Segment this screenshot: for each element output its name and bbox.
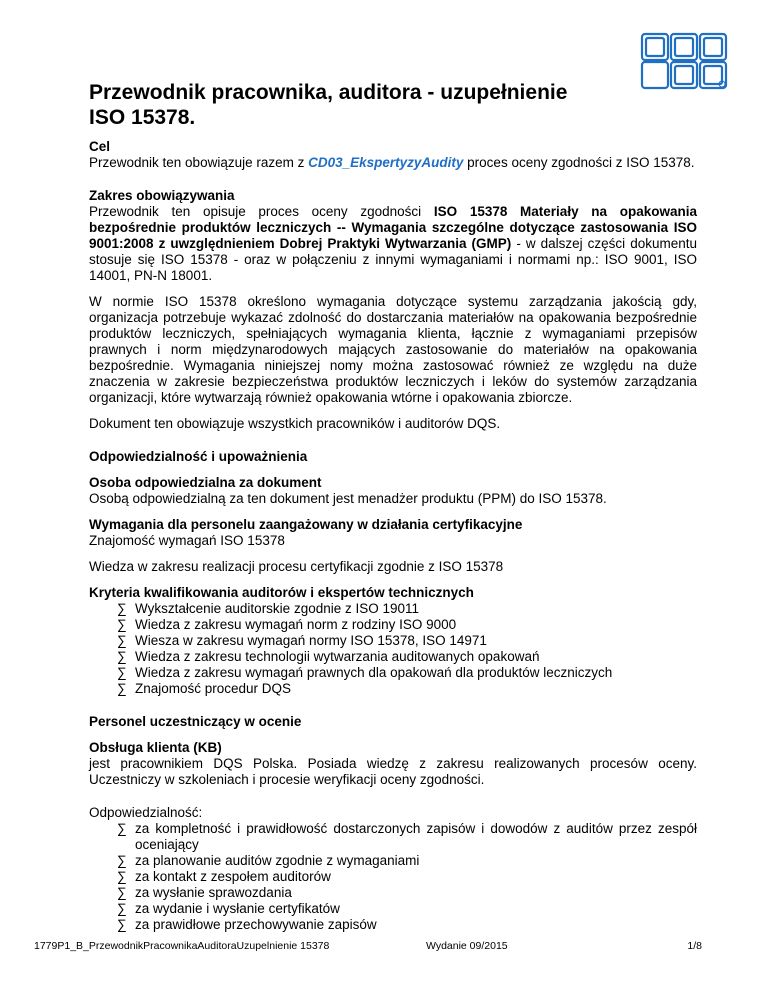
list-item: ∑ Wiedza z zakresu wymagań norm z rodziny ISO 9000 bbox=[135, 617, 697, 633]
wymagania-text-2: Wiedza w zakresu realizacji procesu certyfikacji zgodnie z ISO 15378 bbox=[89, 559, 504, 574]
kryteria-heading: Kryteria kwalifikowania auditorów i ekspertów technicznych bbox=[89, 585, 474, 600]
cel-text: Przewodnik ten obowiązuje razem z CD03_EkspertyzyAudity proces oceny zgodności z ISO 15378. bbox=[89, 155, 695, 170]
list-item: ∑ Wiedza z zakresu technologii wytwarzania auditowanych opakowań bbox=[135, 649, 697, 665]
list-item: ∑ Znajomość procedur DQS bbox=[135, 681, 697, 697]
dqs-logo bbox=[640, 32, 728, 90]
list-item: ∑ za prawidłowe przechowywanie zapisów bbox=[135, 917, 697, 933]
osoba-heading: Osoba odpowiedzialna za dokument bbox=[89, 475, 322, 490]
list-item: ∑ za wydanie i wysłanie certyfikatów bbox=[135, 901, 697, 917]
footer-page-number: 1/8 bbox=[687, 940, 702, 952]
zakres-paragraph-3: Dokument ten obowiązuje wszystkich pracowników i auditorów DQS. bbox=[89, 416, 501, 431]
personel-heading: Personel uczestniczący w ocenie bbox=[89, 714, 302, 729]
list-item: ∑ Wiedza z zakresu wymagań prawnych dla opakowań dla produktów leczniczych bbox=[135, 665, 697, 681]
list-item: ∑ Wykształcenie auditorskie zgodnie z ISO 19011 bbox=[135, 601, 697, 617]
zakres-paragraph-1: Przewodnik ten opisuje proces oceny zgodności ISO 15378 Materiały na opakowania bezpośrednie produktów leczniczych -- Wymagania szczególne dotyczące zastosowania ISO 9001:2008 z uwzględnieniem Dobrej Praktyki Wytwarzania (GMP) - w dalszej części dokumentu stosuje się ISO 15378 - oraz w połączeniu z innymi wymaganiami i normami np.: ISO 9001, ISO 14001, PN-N 18001. bbox=[89, 204, 697, 283]
odp-list bbox=[89, 821, 697, 933]
cd03-link[interactable]: CD03_EkspertyzyAudity bbox=[308, 155, 464, 170]
list-item: ∑ za planowanie auditów zgodnie z wymaganiami bbox=[135, 853, 697, 869]
wymagania-text-1: Znajomość wymagań ISO 15378 bbox=[89, 533, 285, 548]
list-item: ∑ Wiesza w zakresu wymagań normy ISO 15378, ISO 14971 bbox=[135, 633, 697, 649]
wymagania-heading: Wymagania dla personelu zaangażowany w działania certyfikacyjne bbox=[89, 517, 523, 532]
kb-text: jest pracownikiem DQS Polska. Posiada wiedzę z zakresu realizowanych procesów oceny. Uczestniczy w szkoleniach i procesie weryfikacji oceny zgodności. bbox=[89, 756, 697, 787]
zakres-paragraph-2: W normie ISO 15378 określono wymagania dotyczące systemu zarządzania jakością gdy, organizacja potrzebuje wykazać zdolność do dostarczania materiałów na opakowania bezpośrednie produktów leczniczych, spełniających wymagania klienta, łącznie z wymaganiami przepisów prawnych i norm międzynarodowych mających zastosowanie do materiałów na opakowania bezpośrednie. Wymagania niniejszej nomy można zastosować również ze względu na duże znaczenia w zakresie bezpieczeństwa produktów leczniczych i leków do systemów zarządzania organizacji, które wytwarzają również opakowania wtórne i opakowania zbiorcze. bbox=[89, 294, 697, 405]
list-item: ∑ za kompletność i prawidłowość dostarczonych zapisów i dowodów z auditów przez zespół oceniający bbox=[135, 821, 697, 853]
osoba-text: Osobą odpowiedzialną za ten dokument jest menadżer produktu (PPM) do ISO 15378. bbox=[89, 491, 607, 506]
kb-heading: Obsługa klienta (KB) bbox=[89, 740, 222, 755]
cel-heading: Cel bbox=[89, 139, 111, 154]
kryteria-list bbox=[89, 601, 697, 697]
footer-edition: Wydanie 09/2015 bbox=[426, 940, 508, 952]
document-body bbox=[89, 139, 697, 933]
zakres-heading: Zakres obowiązywania bbox=[89, 188, 235, 203]
odpowiedzialnosc-heading: Odpowiedzialność i upoważnienia bbox=[89, 449, 308, 464]
list-item: ∑ za kontakt z zespołem auditorów bbox=[135, 869, 697, 885]
footer-filename: 1779P1_B_PrzewodnikPracownikaAuditoraUzupelnienie 15378 bbox=[34, 940, 330, 952]
list-item: ∑ za wysłanie sprawozdania bbox=[135, 885, 697, 901]
odp-label: Odpowiedzialność: bbox=[89, 805, 203, 820]
page-title: Przewodnik pracownika, auditora - uzupełnienie ISO 15378. bbox=[89, 81, 568, 129]
